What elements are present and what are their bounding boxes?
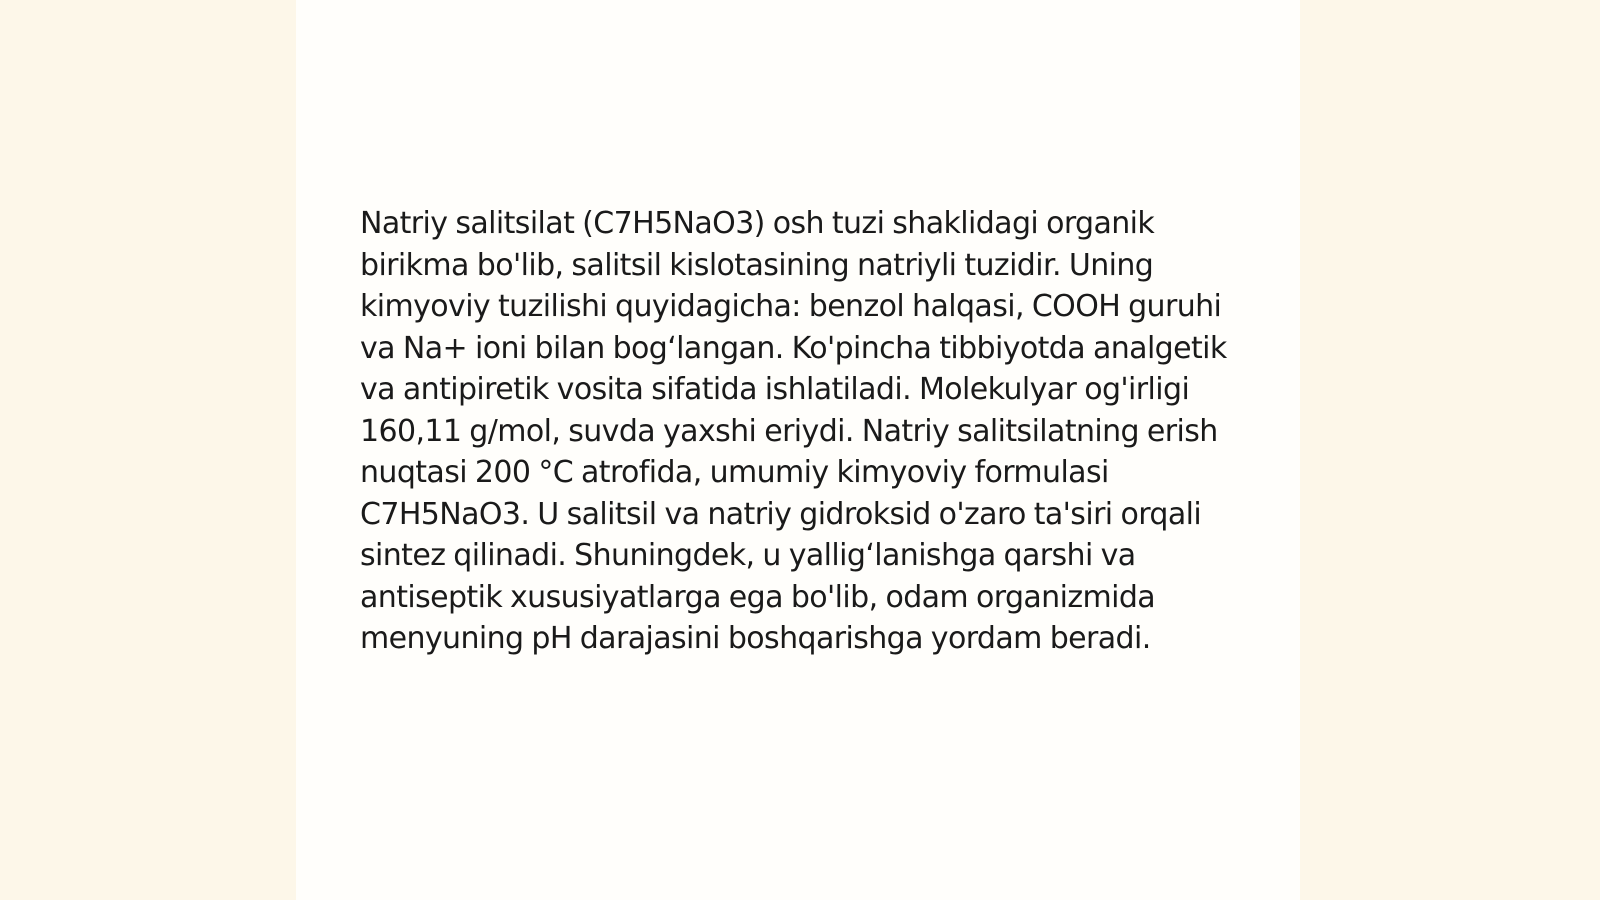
document-page [296,0,1300,900]
body-paragraph: Natriy salitsilat (C7H5NaO3) osh tuzi shaklidagi organik birikma bo'lib, salitsil kislotasining natriyli tuzidir. Uning kimyoviy tuzilishi quyidagicha: benzol halqasi, COOH guruhi va Na+ ioni bilan bog‘langan. Ko'pincha tibbiyotda analgetik va antipiretik vosita sifatida ishlatiladi. Molekulyar og'irligi 160,11 g/mol, suvda yaxshi eriydi. Natriy salitsilatning erish nuqtasi 200 °C atrofida, umumiy kimyoviy formulasi C7H5NaO3. U salitsil va natriy gidroksid o'zaro ta'siri orqali sintez qilinadi. Shuningdek, u yallig‘lanishga qarshi va antiseptik xususiyatlarga ega bo'lib, odam organizmida menyuning pH darajasini boshqarishga yordam beradi. [360,206,1227,656]
left-margin-area [0,0,296,900]
right-margin-area [1300,0,1600,900]
